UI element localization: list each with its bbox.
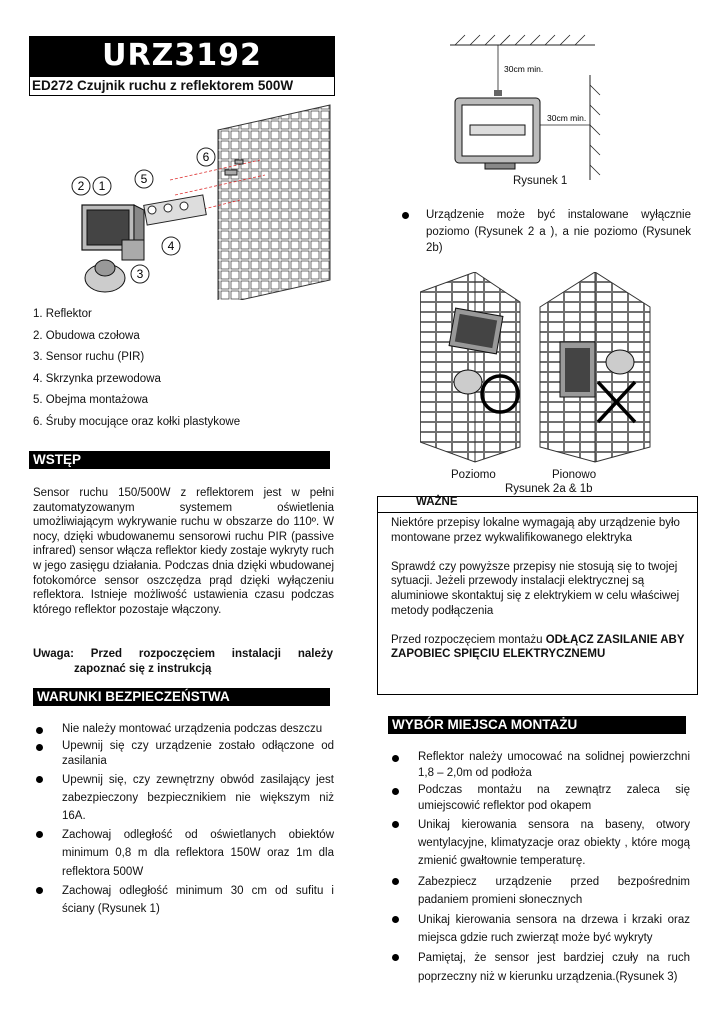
disconnect-warning: ODŁĄCZ ZASILANIE ABY ZAPOBIEC SPIĘCIU ELEKTRYCZNEMU: [391, 633, 685, 661]
list-item: Pamiętaj, że sensor jest bardziej czuły na ruch poprzeczny niż w kierunku urządzenia.(Rysunek 3): [389, 949, 690, 985]
figure-2-caption: Rysunek 2a & 1b: [505, 483, 593, 495]
location-list: [389, 750, 690, 988]
list-item: Unikaj kierowania sensora na baseny, otwory wentylacyjne, klimatyzacje oraz obiekty , które mogą zmienić gwałtownie temperaturę.: [389, 816, 690, 871]
install-note-line-1: Uwaga: Przed rozpoczęciem instalacji należy: [33, 648, 333, 660]
callout-2: 2: [77, 179, 85, 193]
important-heading: WAŻNE: [416, 496, 458, 508]
figure-2-label-b: Pionowo: [552, 469, 597, 481]
parts-diagram: [60, 100, 340, 300]
intro-text: Sensor ruchu 150/500W z reflektorem jest w pełni zautomatyzowanym systemem oświetlenia umożliwiającym wykrywanie ruchu w obszarze do 110º. W nocy, dzięki wbudowanemu sensorowi ruchu PIR (passive infrared) sensor włącza reflektor kiedy zostaje wykryty ruch w jego zasięgu działania. Podczas dnia dzięki wbudowanej fotokomórce sensor oszczędza prąd dzięki wyłączeniu reflektora. Istnieje możliwość ustawienia czasu podczas którego reflektor pozostaje włączony.: [33, 487, 334, 616]
intro-heading: WSTĘP: [29, 451, 330, 469]
list-item: Urządzenie może być instalowane wyłącznie poziomo (Rysunek 2 a ), a nie poziomo (Rysunek 2b): [400, 207, 691, 257]
list-item: Zabezpiecz urządzenie przed bezpośrednim padaniem promieni słonecznych: [389, 873, 690, 909]
part-item: 5. Obejma montażowa: [33, 394, 149, 406]
location-heading: WYBÓR MIEJSCA MONTAŻU: [388, 716, 686, 734]
safety-heading: WARUNKI BEZPIECZEŃSTWA: [33, 688, 330, 706]
document-title: URZ3192: [29, 36, 335, 76]
figure-1-clearance: [450, 30, 610, 180]
part-item: 4. Skrzynka przewodowa: [33, 372, 161, 385]
install-note: [33, 647, 333, 676]
important-paragraph-1: Niektóre przepisy lokalne wymagają aby urządzenie było montowane przez wykwalifikowanego elektryka: [391, 517, 680, 544]
parts-list: [33, 306, 240, 435]
wiring-box: [122, 240, 144, 260]
list-item: Upewnij się, czy zewnętrzny obwód zasilający jest zabezpieczony bezpiecznikiem nie większym niż 16A.: [33, 771, 334, 826]
list-item: Zachowaj odległość od oświetlanych obiektów minimum 0,8 m dla reflektora 150W oraz 1m dla reflektora 500W: [33, 826, 334, 881]
callout-6: 6: [202, 150, 210, 164]
figure-1-caption: Rysunek 1: [513, 175, 568, 187]
important-paragraph-2: Sprawdź czy powyższe przepisy nie stosują się to twojej sytuacji. Jeżeli przewody instalacji elektrycznej są aluminiowe skontaktuj się z elektrykiem w celu właściwej metody podłączenia: [391, 560, 680, 617]
install-note-line-2: zapoznać się z instrukcją: [74, 662, 212, 675]
list-item: Reflektor należy umocować na solidnej powierzchni 1,8 – 2,0m od podłoża: [389, 750, 690, 781]
dim-side-label: 30cm min.: [547, 113, 587, 123]
callout-4: 4: [167, 239, 175, 253]
dim-top-label: 30cm min.: [504, 64, 544, 74]
mounting-orientation-bullet: [400, 207, 691, 257]
callout-3: 3: [136, 267, 144, 281]
callout-5: 5: [140, 172, 148, 186]
list-item: Zachowaj odległość minimum 30 cm od sufitu i ściany (Rysunek 1): [33, 882, 334, 918]
wall-panel: [218, 105, 330, 300]
figure-2-orientation: [420, 272, 700, 467]
callout-1: 1: [98, 179, 106, 193]
important-box: [377, 496, 698, 695]
part-item: 6. Śruby mocujące oraz kołki plastykowe: [33, 415, 241, 428]
important-paragraph-3: Przed rozpoczęciem montażu ODŁĄCZ ZASILANIE ABY ZAPOBIEC SPIĘCIU ELEKTRYCZNEMU: [391, 633, 685, 661]
list-item: Upewnij się czy urządzenie zostało odłączone od zasilania: [33, 739, 334, 770]
part-item: 2. Obudowa czołowa: [33, 329, 140, 342]
figure-2-label-a: Poziomo: [451, 469, 496, 481]
list-item: Podczas montażu na zewnątrz zaleca się umiejscowić reflektor pod okapem: [389, 783, 690, 814]
part-item: 1. Reflektor: [33, 308, 92, 320]
safety-list: [33, 722, 334, 919]
part-item: 3. Sensor ruchu (PIR): [33, 351, 145, 363]
document-subtitle: ED272 Czujnik ruchu z reflektorem 500W: [29, 76, 335, 96]
list-item: Nie należy montować urządzenia podczas deszczu: [33, 722, 334, 738]
list-item: Unikaj kierowania sensora na drzewa i krzaki oraz miejsca gdzie ruch zwierząt może być wykryty: [389, 911, 690, 947]
